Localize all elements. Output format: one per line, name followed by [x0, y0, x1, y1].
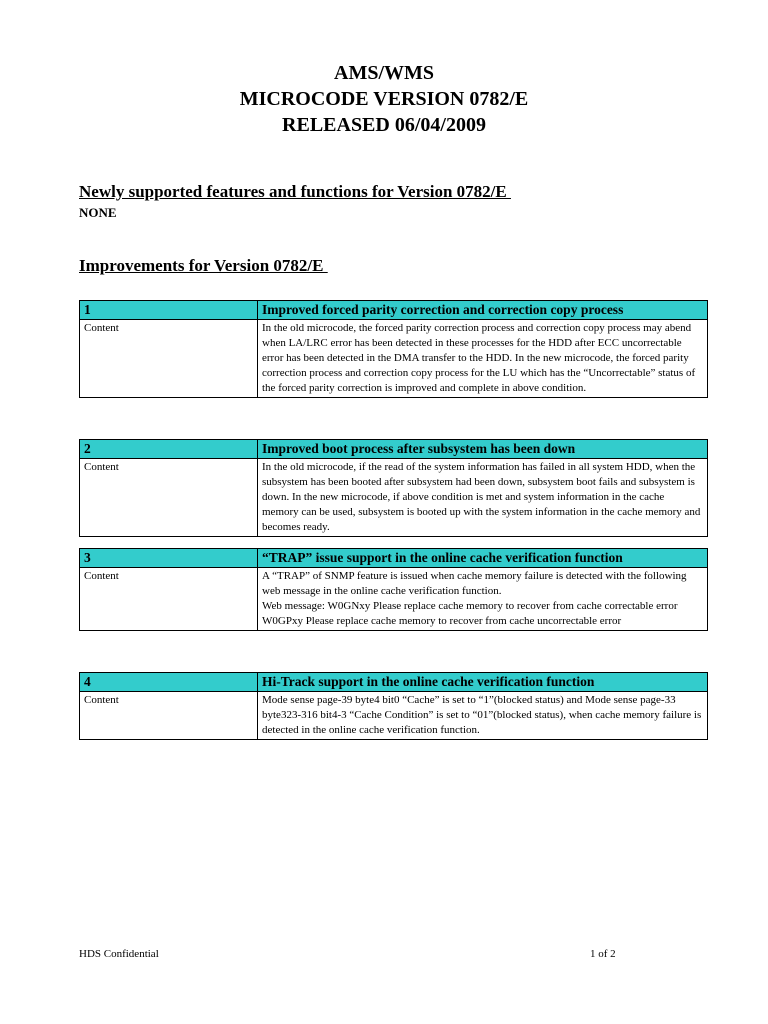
- release-date: RELEASED 06/04/2009: [282, 114, 486, 136]
- microcode-version: MICROCODE VERSION 0782/E: [239, 88, 529, 110]
- document-title: [0, 60, 768, 138]
- content-cell: [258, 320, 708, 398]
- improvement-number: 2: [80, 440, 258, 459]
- improvement-header-row: [80, 549, 708, 568]
- content-paragraph: Mode sense page-39 byte4 bit0 “Cache” is set to “1”(blocked status) and Mode sense page-33 byte323-316 bit4-3 “Cache Condition” is set to “01”(blocked status), when cache memory failure is detected in the online cache verification function.: [262, 694, 702, 736]
- improvement-header-row: [80, 440, 708, 459]
- improvement-header-row: [80, 301, 708, 320]
- improvement-content-row: [80, 459, 708, 537]
- content-label: Content: [80, 320, 258, 398]
- improvement-table-3: [79, 548, 708, 631]
- improvements-heading: Improvements for Version 0782/E: [79, 256, 328, 275]
- improvement-title: “TRAP” issue support in the online cache verification function: [258, 549, 708, 568]
- footer-confidential: HDS Confidential: [79, 948, 159, 960]
- new-features-value: NONE: [79, 205, 117, 220]
- improvement-table-4: [79, 672, 708, 740]
- improvement-table-2: [79, 439, 708, 537]
- improvement-content-row: [80, 692, 708, 740]
- improvement-title: Improved boot process after subsystem has been down: [258, 440, 708, 459]
- improvement-content-row: [80, 568, 708, 631]
- improvement-table-1: [79, 300, 708, 398]
- content-paragraph: A “TRAP” of SNMP feature is issued when cache memory failure is detected with the following web message in the online cache verification function.: [262, 570, 687, 597]
- content-cell: [258, 692, 708, 740]
- product-name: AMS/WMS: [334, 62, 434, 84]
- improvement-content-row: [80, 320, 708, 398]
- improvement-number: 1: [80, 301, 258, 320]
- content-paragraph: In the old microcode, the forced parity correction process and correction copy process may abend when LA/LRC error has been detected in these processes for the HDD after ECC uncorrectable error has been detected in the DMA transfer to the HDD. In the new microcode, the forced parity correction process and correction copy process for the LU which has the “Uncorrectable” status of the forced parity correction is improved and complete in above condition.: [262, 322, 696, 394]
- improvement-title: Hi-Track support in the online cache verification function: [258, 673, 708, 692]
- improvement-number: 3: [80, 549, 258, 568]
- improvement-title: Improved forced parity correction and correction copy process: [258, 301, 708, 320]
- content-cell: [258, 459, 708, 537]
- content-paragraph: Web message: W0GNxy Please replace cache memory to recover from cache correctable error: [262, 600, 678, 612]
- content-label: Content: [80, 692, 258, 740]
- content-label: Content: [80, 568, 258, 631]
- content-paragraph: W0GPxy Please replace cache memory to recover from cache uncorrectable error: [262, 615, 622, 627]
- footer-page-number: 1 of 2: [590, 948, 616, 960]
- content-label: Content: [80, 459, 258, 537]
- new-features-heading: Newly supported features and functions for Version 0782/E: [79, 182, 511, 201]
- improvement-header-row: [80, 673, 708, 692]
- content-cell: [258, 568, 708, 631]
- content-paragraph: In the old microcode, if the read of the system information has failed in all system HDD, when the subsystem has been booted after subsystem had been down, subsystem boot fails and subsystem is down. In the new microcode, if above condition is met and system information in the cache memory can be used, subsystem is booted up with the system information in the cache memory and becomes ready.: [262, 461, 701, 533]
- improvement-number: 4: [80, 673, 258, 692]
